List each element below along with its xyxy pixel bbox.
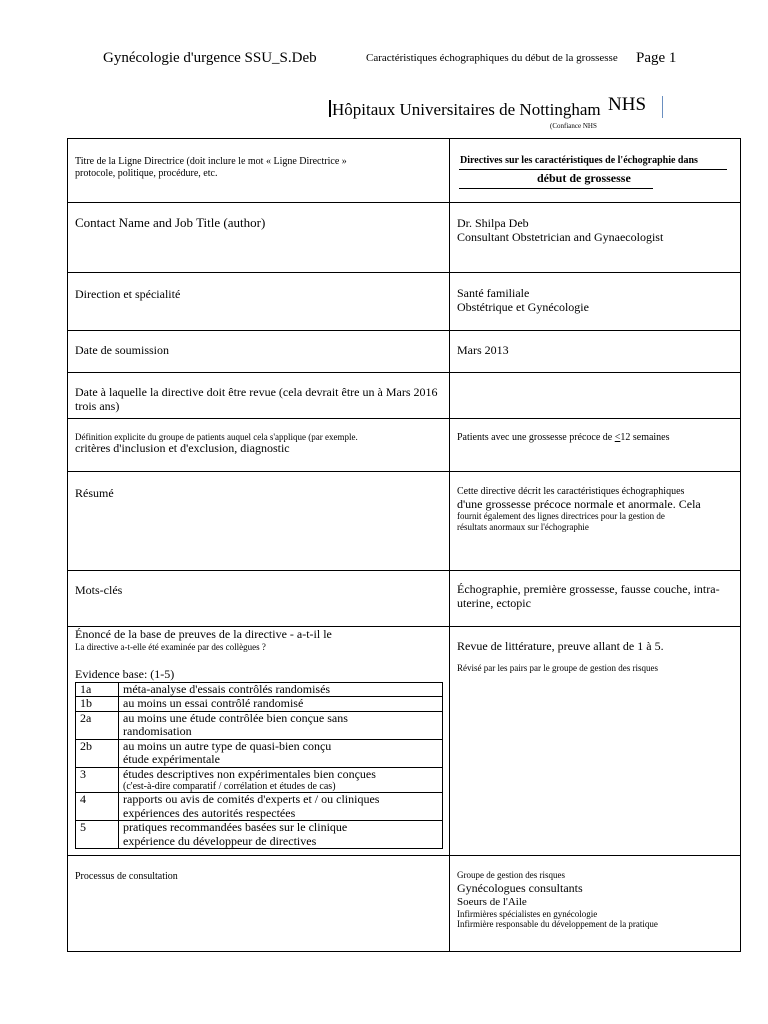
guideline-title-label: Titre de la Ligne Directrice (doit inclure le mot « Ligne Directrice » protocole, politique, procédure, etc.	[75, 156, 347, 179]
patient-group-label: Définition explicite du groupe de patients auquel cela s'applique (par exemple. critères d'inclusion et d'exclusion, diagnostic	[75, 432, 358, 456]
direction-label: Direction et spécialité	[75, 287, 181, 301]
nhs-logo-rule	[662, 96, 663, 118]
keywords-value: Échographie, première grossesse, fausse couche, intra- uterine, ectopic	[457, 582, 720, 610]
organisation-name: Hôpitaux Universitaires de Nottingham	[329, 100, 601, 120]
evidence-levels-table	[75, 682, 443, 849]
submission-date-value: Mars 2013	[457, 343, 509, 357]
row-line	[67, 138, 741, 139]
evidence-level-code: 3	[76, 767, 119, 793]
evidence-level-code: 2a	[76, 711, 119, 739]
column-divider	[449, 138, 450, 952]
table-row	[76, 821, 443, 849]
evidence-level-description: au moins une étude contrôlée bien conçue sans randomisation	[119, 711, 443, 739]
evidence-level-code: 2b	[76, 739, 119, 767]
table-border-right	[740, 138, 741, 952]
trust-label: (Confiance NHS	[550, 122, 597, 130]
evidence-level-description: méta-analyse d'essais contrôlés randomisés	[119, 683, 443, 697]
header-document-subject: Caractéristiques échographiques du début de la grossesse	[366, 52, 618, 64]
title-underline	[459, 188, 653, 189]
table-border-left	[67, 138, 68, 952]
guideline-information-table	[67, 138, 741, 952]
evidence-level-code: 4	[76, 793, 119, 821]
nhs-logo: NHS	[608, 94, 647, 115]
patient-group-value: Patients avec une grossesse précoce de <12 semaines	[457, 432, 670, 443]
consultation-label: Processus de consultation	[75, 871, 178, 882]
row-line	[67, 570, 741, 571]
evidence-level-code: 1a	[76, 683, 119, 697]
row-line	[67, 951, 741, 952]
row-line	[67, 372, 741, 373]
guideline-title-value-line1: Directives sur les caractéristiques de l'échographie dans	[460, 155, 698, 166]
table-row	[76, 793, 443, 821]
submission-date-label: Date de soumission	[75, 343, 169, 357]
consultation-value: Groupe de gestion des risques Gynécologues consultants Soeurs de l'Aile Infirmières spécialistes en gynécologie Infirmière responsable du développement de la pratique	[457, 870, 658, 930]
evidence-statement-label: Énoncé de la base de preuves de la directive - a-t-il le La directive a-t-elle été examinée par des collègues ?	[75, 627, 332, 652]
table-row	[76, 711, 443, 739]
row-line	[67, 855, 741, 856]
summary-value: Cette directive décrit les caractéristiques échographiques d'une grossesse précoce normale et anormale. Cela fournit également des lignes directrices pour la gestion de résultats anormaux sur l'échographie	[457, 486, 701, 532]
row-line	[67, 202, 741, 203]
evidence-value: Revue de littérature, preuve allant de 1 à 5. Révisé par les pairs par le groupe de gestion des risques	[457, 639, 664, 673]
evidence-level-code: 1b	[76, 697, 119, 711]
evidence-level-code: 5	[76, 821, 119, 849]
contact-value: Dr. Shilpa Deb Consultant Obstetrician and Gynaecologist	[457, 216, 664, 244]
evidence-level-description: études descriptives non expérimentales bien conçues (c'est-à-dire comparatif / corrélation et études de cas)	[119, 767, 443, 793]
evidence-base-label: Evidence base: (1-5)	[75, 667, 175, 681]
row-line	[67, 471, 741, 472]
header-document-code: Gynécologie d'urgence SSU_S.Deb	[103, 50, 317, 66]
evidence-level-description: pratiques recommandées basées sur le clinique expérience du développeur de directives	[119, 821, 443, 849]
direction-value: Santé familiale Obstétrique et Gynécologie	[457, 286, 589, 314]
title-underline	[459, 169, 727, 170]
table-row	[76, 739, 443, 767]
review-date-label: Date à laquelle la directive doit être revue (cela devrait être un à Mars 2016 trois ans)	[75, 385, 438, 413]
page-number: Page 1	[636, 50, 677, 66]
table-row	[76, 697, 443, 711]
evidence-level-description: au moins un autre type de quasi-bien conçu étude expérimentale	[119, 739, 443, 767]
contact-label: Contact Name and Job Title (author)	[75, 215, 266, 230]
guideline-title-value-line2: début de grossesse	[537, 171, 631, 185]
summary-label: Résumé	[75, 486, 114, 500]
row-line	[67, 418, 741, 419]
evidence-level-description: rapports ou avis de comités d'experts et / ou cliniques expériences des autorités respectées	[119, 793, 443, 821]
row-line	[67, 272, 741, 273]
review-date-value: Mars 2016	[385, 385, 438, 399]
keywords-label: Mots-clés	[75, 583, 123, 597]
row-line	[67, 330, 741, 331]
table-row	[76, 683, 443, 697]
table-row	[76, 767, 443, 793]
evidence-level-description: au moins un essai contrôlé randomisé	[119, 697, 443, 711]
